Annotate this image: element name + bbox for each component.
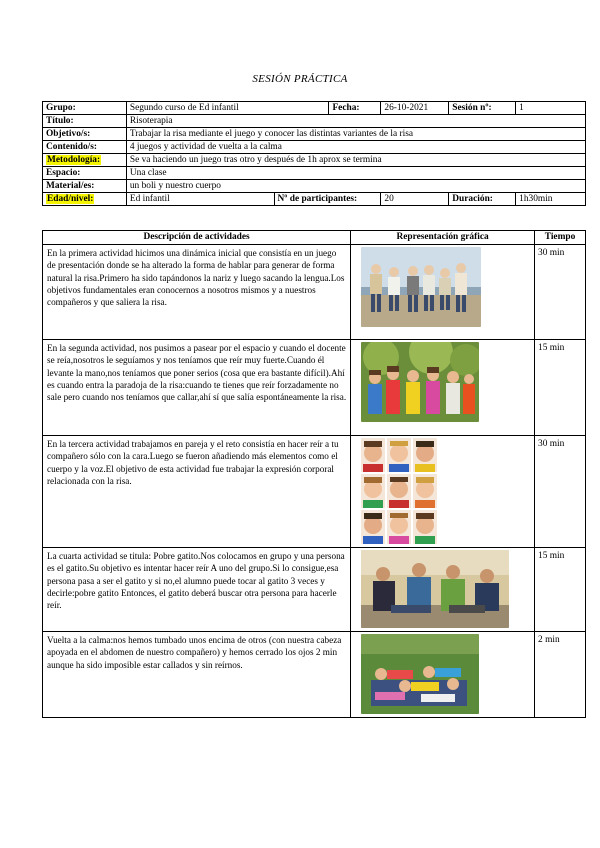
row-material bbox=[43, 180, 586, 193]
titulo-value: Risoterapia bbox=[126, 115, 585, 128]
fecha-label: Fecha: bbox=[329, 102, 381, 115]
activity-time: 15 min bbox=[535, 340, 586, 436]
photo-children-lying-grass bbox=[361, 634, 479, 714]
participantes-label: Nº de participantes: bbox=[274, 193, 381, 206]
duracion-label: Duración: bbox=[449, 193, 516, 206]
photo-children-faces-grid bbox=[361, 438, 437, 544]
edad-value: Ed infantil bbox=[126, 193, 274, 206]
contenido-label: Contenido/s: bbox=[43, 141, 127, 154]
activities-header-row bbox=[43, 231, 586, 245]
header-graphic: Representación gráfica bbox=[351, 231, 535, 245]
table-row bbox=[43, 548, 586, 632]
objetivo-value: Trabajar la risa mediante el juego y conocer las distintas variantes de la risa bbox=[126, 128, 585, 141]
header-time: Tiempo bbox=[535, 231, 586, 245]
objetivo-label: Objetivo/s: bbox=[43, 128, 127, 141]
contenido-value: 4 juegos y actividad de vuelta a la calma bbox=[126, 141, 585, 154]
row-metodologia bbox=[43, 154, 586, 167]
espacio-label: Espacio: bbox=[43, 167, 127, 180]
titulo-label: Título: bbox=[43, 115, 127, 128]
fecha-value: 26-10-2021 bbox=[381, 102, 449, 115]
duracion-value: 1h30min bbox=[516, 193, 586, 206]
activities-table bbox=[42, 230, 586, 718]
activity-description: En la segunda actividad, nos pusimos a pasear por el espacio y cuando el docente se reía,nosotros le seguíamos y nos teníamos que reír muy fuerte.Cuando él levante la mano,nos teníamos que poner serios (cosa que era bastante difícil).Ahí es cuando entra la paradoja de la risa:cuando te tienes que reír forzadamente no sale pero cuando nos teníamos que callar,ahí sí que salía espontáneamente la risa. bbox=[43, 340, 351, 436]
session-info-table bbox=[42, 101, 586, 206]
photo-children-group-outdoors bbox=[361, 247, 481, 327]
row-edad bbox=[43, 193, 586, 206]
row-titulo bbox=[43, 115, 586, 128]
activity-time: 30 min bbox=[535, 245, 586, 340]
metodologia-label: Metodología: bbox=[47, 155, 101, 165]
metodologia-value: Se va haciendo un juego tras otro y después de 1h aprox se termina bbox=[126, 154, 585, 167]
activity-time: 2 min bbox=[535, 632, 586, 718]
row-objetivo bbox=[43, 128, 586, 141]
page-title: SESIÓN PRÁCTICA bbox=[252, 73, 348, 85]
activity-time: 30 min bbox=[535, 436, 586, 548]
espacio-value: Una clase bbox=[126, 167, 585, 180]
grupo-label: Grupo: bbox=[43, 102, 127, 115]
row-espacio bbox=[43, 167, 586, 180]
table-row bbox=[43, 632, 586, 718]
sesion-value: 1 bbox=[516, 102, 586, 115]
material-value: un boli y nuestro cuerpo bbox=[126, 180, 585, 193]
row-grupo bbox=[43, 102, 586, 115]
activity-description: En la primera actividad hicimos una dinámica inicial que consistía en un juego de presentación donde se ha alterado la forma de hablar para generar de forma natural la risa.Primero ha sido tapándonos la nariz y luego sacando la lengua.Los objetivos fundamentales eran conocernos a nosotros mismos y a nuestros compañeros y que saliera la risa. bbox=[43, 245, 351, 340]
table-row bbox=[43, 436, 586, 548]
edad-label: Edad/nivel: bbox=[47, 194, 94, 204]
activity-description: La cuarta actividad se titula: Pobre gatito.Nos colocamos en grupo y una persona es el gatito.Su objetivo es intentar hacer reír A uno del grupo.Si lo consigue,esa persona pasa a ser el gatito y si no,el alumno puede tocar al gatito 3 veces y decirle:pobre gatito Entonces, el gatito deberá buscar otra persona para hacerle reír. bbox=[43, 548, 351, 632]
row-contenido bbox=[43, 141, 586, 154]
activity-description: Vuelta a la calma:nos hemos tumbado unos encima de otros (con nuestra cabeza apoyada en el abdomen de nuestro compañero) y hemos cerrado los ojos 2 min aunque ha sido imposible estar callados y sin reírnos. bbox=[43, 632, 351, 718]
sesion-label: Sesión nº: bbox=[449, 102, 516, 115]
table-row bbox=[43, 340, 586, 436]
activity-description: En la tercera actividad trabajamos en pareja y el reto consistía en hacer reír a tu compañero sólo con la cara.Luego se fueron añadiendo más elementos como el cuerpo y la voz.El objetivo de esta actividad fue trabajar la expresión corporal relacionada con la risa. bbox=[43, 436, 351, 548]
photo-students-sitting-floor bbox=[361, 550, 509, 628]
participantes-value: 20 bbox=[381, 193, 449, 206]
table-row bbox=[43, 245, 586, 340]
photo-children-laughing-park bbox=[361, 342, 479, 422]
grupo-value: Segundo curso de Ed infantil bbox=[126, 102, 329, 115]
material-label: Material/es: bbox=[43, 180, 127, 193]
activity-time: 15 min bbox=[535, 548, 586, 632]
header-description: Descripción de actividades bbox=[43, 231, 351, 245]
